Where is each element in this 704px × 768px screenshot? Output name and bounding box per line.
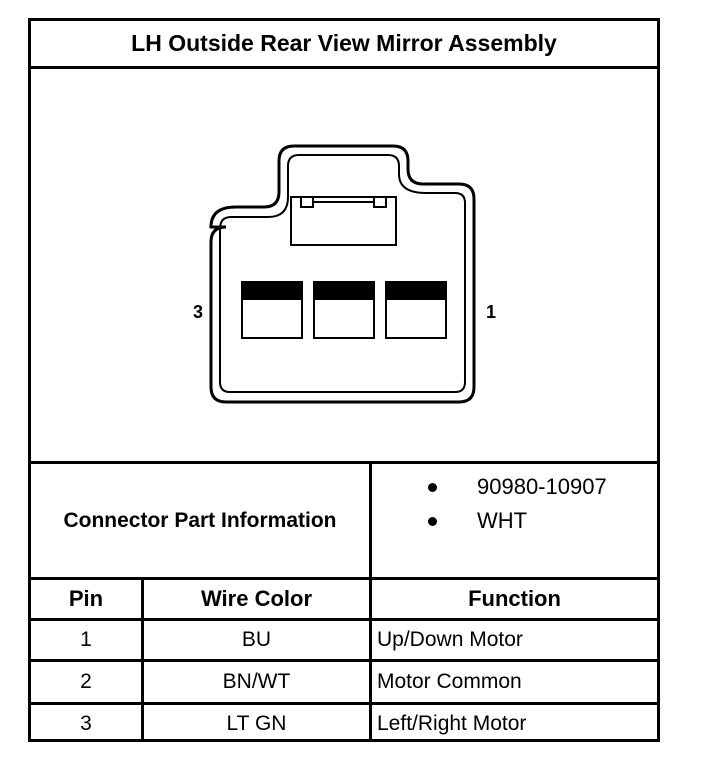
- table-cell-pin: 2: [80, 670, 92, 693]
- table-cell-wire-color: BU: [241, 628, 272, 651]
- table-cell-pin: 3: [80, 711, 92, 735]
- list-item: [428, 474, 607, 500]
- connector-color: WHT: [477, 508, 528, 533]
- divider: [141, 580, 144, 742]
- terminal-cavity-2: [314, 282, 374, 338]
- connector-info-sheet: [28, 18, 660, 742]
- pin-label-right: 1: [486, 302, 497, 322]
- terminal-cavity-1: [386, 282, 446, 338]
- page-title: LH Outside Rear View Mirror Assembly: [131, 30, 557, 56]
- column-header-pin: Pin: [68, 586, 104, 611]
- table-cell-pin: 1: [80, 628, 92, 651]
- connector-face-drawing: [31, 69, 657, 462]
- table-cell-function: Left/Right Motor: [377, 711, 527, 735]
- part-number: 90980-10907: [477, 474, 607, 499]
- list-item: [428, 508, 527, 534]
- pin-label-left: 3: [193, 302, 204, 322]
- table-cell-function: Motor Common: [377, 670, 522, 693]
- table-cell-function: Up/Down Motor: [377, 628, 523, 651]
- connector-diagram: [31, 69, 657, 462]
- column-header-wire-color: Wire Color: [200, 586, 313, 611]
- divider: [369, 580, 372, 742]
- table-cell-wire-color: BN/WT: [222, 670, 291, 693]
- terminal-cavity-3: [242, 282, 302, 338]
- bullet-icon: [428, 483, 437, 492]
- bullet-icon: [428, 517, 437, 526]
- column-header-function: Function: [468, 586, 561, 611]
- connector-housing-inner: [220, 155, 465, 392]
- table-cell-wire-color: LT GN: [226, 711, 287, 735]
- connector-housing-outline: [211, 146, 474, 402]
- connector-part-info-label: Connector Part Information: [63, 508, 337, 532]
- connector-part-info-list: [372, 464, 657, 577]
- locking-tab: [291, 197, 396, 245]
- locking-tab-detail: [301, 197, 386, 207]
